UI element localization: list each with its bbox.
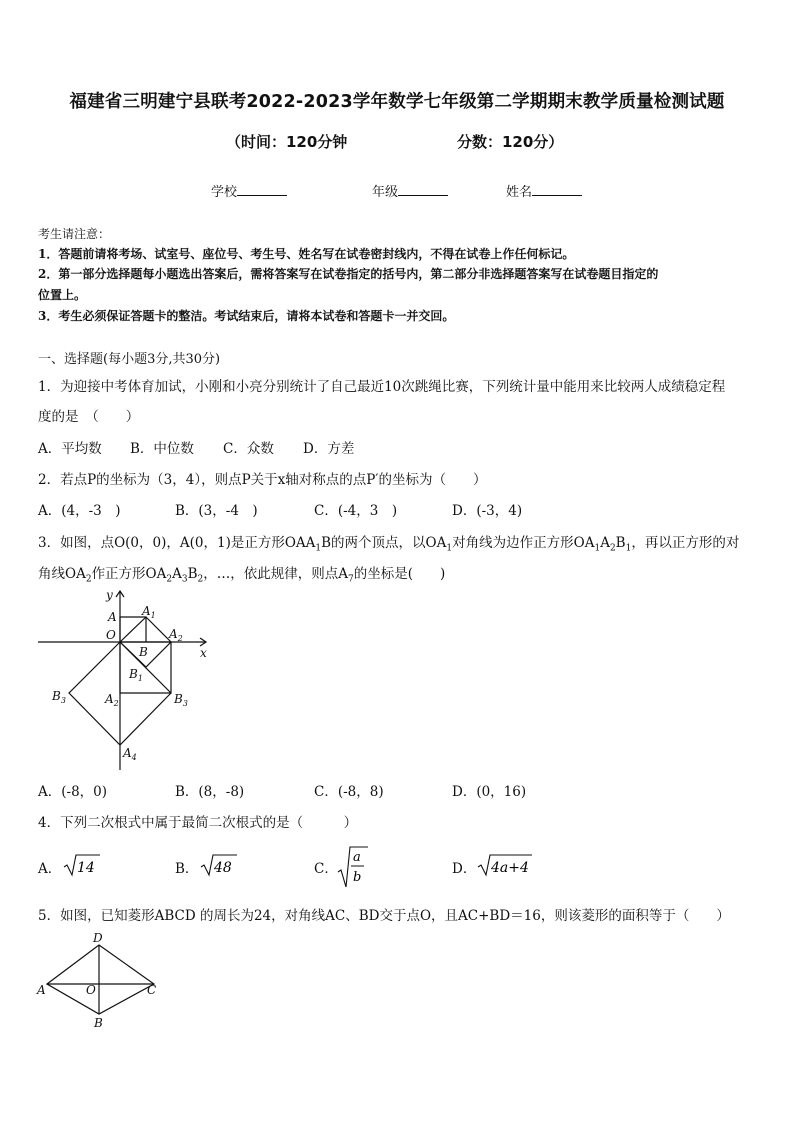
grade-label: 年级 [372, 185, 399, 200]
notice-line-2b: 位置上。 [38, 288, 87, 302]
label-b1 [128, 667, 143, 683]
question-2: 2．若点P的坐标为（3，4），则点P关于x轴对称点的点P′的坐标为（ ） [38, 472, 487, 488]
q3-text-part: B [187, 566, 198, 582]
rhombus-figure [30, 928, 170, 1033]
rhombus-abcd [47, 945, 157, 1014]
sqrt-a-over-b-icon [336, 844, 370, 890]
sqrt-48-icon [199, 852, 239, 878]
q3-sub: 1 [315, 543, 322, 554]
q3-sub: 2 [609, 543, 616, 554]
radicand-48: 48 [214, 860, 232, 876]
q3-sub: 1 [594, 543, 601, 554]
q3-sub: 1 [625, 543, 632, 554]
label-b1-sub: 1 [137, 674, 143, 683]
q3-text-part: A [172, 566, 182, 582]
question-5: 5．如图，已知菱形ABCD 的周长为24，对角线AC、BD交于点O，且AC+BD＝16，则该菱形的面积等于（ ） [38, 908, 730, 924]
label-b3 [51, 689, 66, 705]
q3-text-part: ，…，依此规律，则点A [203, 566, 349, 582]
q3-sub: 2 [197, 574, 204, 585]
sqrt-14-icon [62, 852, 102, 878]
radicand-14: 14 [77, 860, 95, 876]
question-3-line-1 [38, 531, 739, 554]
q1-option-d[interactable]: D．方差 [303, 441, 355, 457]
school-label: 学校 [211, 185, 238, 200]
label-b: B [94, 1016, 103, 1030]
section-heading: 一、选择题(每小题3分,共30分) [38, 352, 221, 367]
label-a2-main: A [169, 627, 178, 641]
label-a1-sub: 1 [150, 611, 156, 620]
notice-line-1: 1．答题前请将考场、试室号、座位号、考生号、姓名写在试卷密封线内，不得在试卷上作任何标记。 [38, 247, 575, 261]
q2-option-d[interactable]: D．(-3，4) [452, 503, 523, 519]
q3-sub: 1 [446, 543, 453, 554]
label-a3-sub: 3 [182, 699, 188, 708]
question-4: 4．下列二次根式中属于最简二次根式的是（ ） [38, 815, 358, 831]
name-label: 姓名 [506, 185, 533, 200]
label-a4-sub: 4 [131, 753, 137, 762]
label-a3 [173, 692, 188, 708]
notice-line-2a: 2．第一部分选择题每小题选出答案后，需将答案写在试卷指定的括号内，第二部分非选择题答案写在试卷题目指定的 [38, 267, 659, 281]
label-b3-sub: 3 [60, 696, 66, 705]
label-b2-main: A [105, 692, 114, 706]
grade-field[interactable] [372, 181, 448, 200]
q3-sub: 2 [85, 574, 92, 585]
q4-option-b[interactable]: B． [175, 861, 199, 877]
school-field[interactable] [211, 181, 287, 200]
radicand-4a-plus-4: 4a+4 [491, 860, 529, 876]
label-b2 [104, 692, 119, 708]
q3-option-c[interactable]: C．(-8，8) [314, 784, 384, 800]
question-1-line-1: 1．为迎接中考体育加试，小刚和小亮分别统计了自己最近10次跳绳比赛，下列统计量中能用来比较两人成绩稳定程 [38, 379, 726, 395]
label-a1-main: A [142, 604, 151, 618]
label-y: y [106, 588, 113, 602]
notice-line-3: 3．考生必须保证答题卡的整洁。考试结束后，请将本试卷和答题卡一并交回。 [38, 309, 455, 323]
q4-option-d[interactable]: D． [452, 861, 477, 877]
label-a2 [168, 627, 183, 643]
q2-option-c[interactable]: C．(-4，3 ) [314, 503, 398, 519]
q3-text-part: 3．如图，点O(0，0)，A(0，1)是正方形OAA [38, 535, 316, 551]
diag-oa1 [120, 617, 146, 642]
label-d: D [93, 931, 103, 945]
name-blank[interactable] [532, 183, 582, 196]
label-a: A [37, 983, 46, 997]
q1-option-c[interactable]: C．众数 [223, 441, 274, 457]
label-a2-sub: 2 [177, 634, 183, 643]
school-blank[interactable] [237, 183, 287, 196]
q3-option-d[interactable]: D．(0，16) [452, 784, 527, 800]
q3-text-part: 角线OA [38, 566, 86, 582]
q4-option-a[interactable]: A． [38, 861, 62, 877]
label-a4-main: A [123, 746, 132, 760]
label-b3-main: B [52, 689, 61, 703]
q3-option-a[interactable]: A．(-8，0) [38, 784, 108, 800]
q1-option-a[interactable]: A．平均数 [38, 441, 102, 457]
label-x: x [200, 646, 207, 660]
radicand-b: b [353, 870, 362, 885]
label-a1 [141, 604, 156, 620]
label-b1-main: B [129, 667, 138, 681]
question-3-line-2 [38, 562, 445, 585]
q3-text-part: ，再以正方形的对 [631, 535, 740, 551]
q1-option-b[interactable]: B．中位数 [130, 441, 194, 457]
page-title: 福建省三明建宁县联考2022-2023学年数学七年级第二学期期末教学质量检测试题 [69, 92, 725, 112]
label-a4 [122, 746, 137, 762]
radicand-a: a [353, 850, 361, 865]
q3-text-part: A [600, 535, 610, 551]
label-c: C [147, 983, 157, 997]
sqrt-4a-plus-4-icon [476, 852, 534, 878]
label-b2-sub: 2 [113, 699, 119, 708]
q3-sub: 3 [181, 574, 188, 585]
q3-text-part: 作正方形OA [91, 566, 167, 582]
q3-sub: 7 [348, 574, 354, 585]
q3-square-figure [30, 585, 220, 775]
q3-text-part: B的两个顶点，以OA [321, 535, 447, 551]
q2-option-b[interactable]: B．(3，-4 ) [175, 503, 258, 519]
label-o: O [106, 628, 116, 642]
q4-option-c[interactable]: C． [314, 861, 338, 877]
question-1-line-2: 度的是 （ ） [38, 409, 140, 425]
exam-score: 分数：120分） [457, 133, 564, 151]
label-a: A [108, 610, 117, 624]
q3-text-part: B [615, 535, 626, 551]
notice-heading: 考生请注意： [38, 227, 111, 241]
q3-option-b[interactable]: B．(8，-8) [175, 784, 245, 800]
label-a3-main: B [174, 692, 183, 706]
name-field[interactable] [506, 181, 582, 200]
grade-blank[interactable] [398, 183, 448, 196]
q3-text-part: 对角线为边作正方形OA [452, 535, 595, 551]
q3-text-part: 的坐标是( ) [353, 566, 446, 582]
label-o: O [86, 983, 96, 997]
exam-time: （时间：120分钟 [226, 133, 348, 151]
q2-option-a[interactable]: A．(4，-3 ) [38, 503, 121, 519]
q3-sub: 2 [166, 574, 173, 585]
label-b: B [139, 645, 148, 659]
